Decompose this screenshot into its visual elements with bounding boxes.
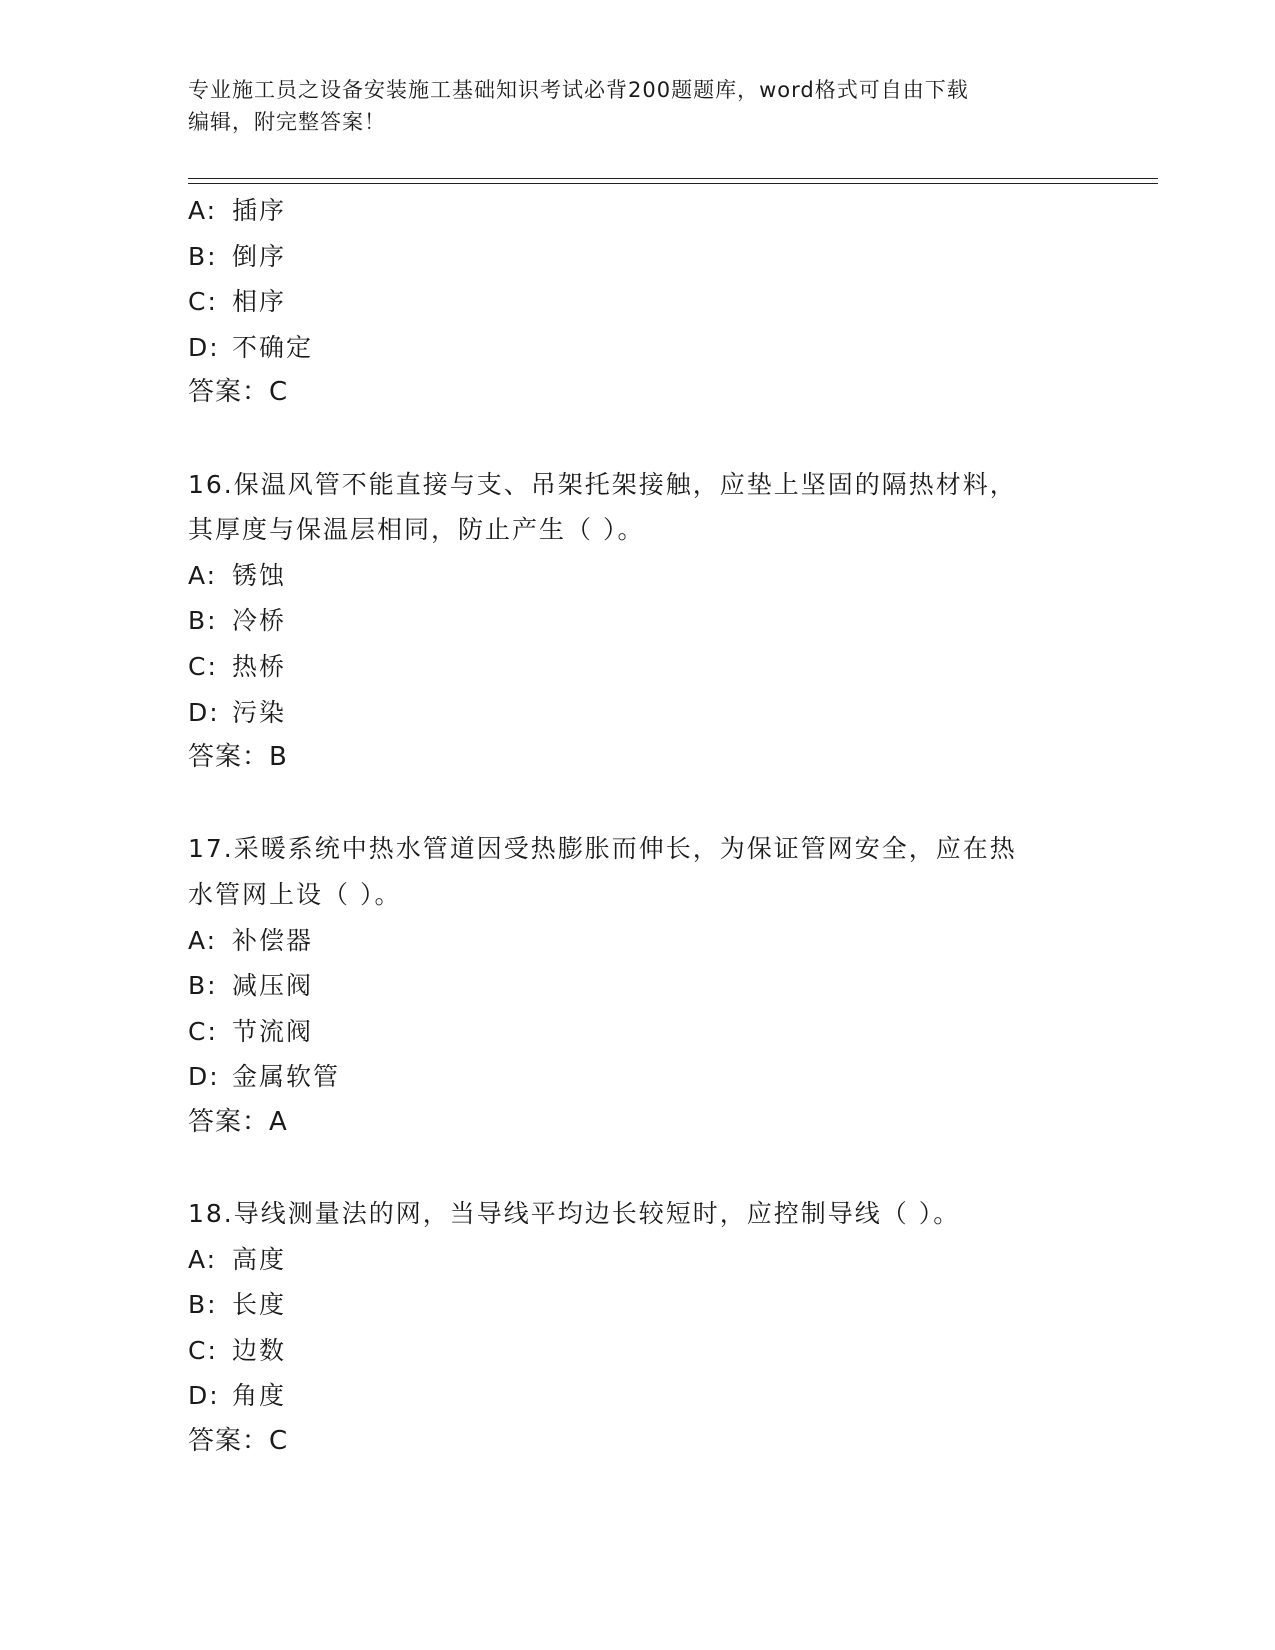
question-block-18 [188,1191,1158,1465]
option-text: 污染 [232,697,287,727]
question-block-16 [188,462,1158,781]
option-text: 角度 [232,1381,287,1411]
option-text: 边数 [232,1335,287,1365]
option-text: 不确定 [232,332,314,362]
option-d [188,690,1158,736]
option-text: 节流阀 [232,1016,314,1046]
option-text: 倒序 [232,241,287,271]
option-a [188,918,1158,964]
option-a [188,188,1158,234]
option-letter: B: [188,606,218,636]
option-letter: D: [188,1062,220,1092]
option-letter: B: [188,971,218,1001]
question-stem: 其厚度与保温层相同，防止产生（ ）。 [188,515,645,545]
question-block-17 [188,826,1158,1145]
question-stem: 水管网上设（ ）。 [188,879,402,909]
header-divider-bottom [188,183,1158,184]
question-block-15 [188,188,1158,416]
question-stem: 16.保温风管不能直接与支、吊架托架接触，应垫上坚固的隔热材料， [188,469,1017,499]
option-b [188,1282,1158,1328]
answer-line: 答案：C [188,377,289,408]
option-a [188,553,1158,599]
answer-line: 答案：C [188,1426,289,1457]
option-letter: A: [188,196,218,225]
option-text: 高度 [232,1244,287,1274]
option-letter: D: [188,1381,220,1411]
header-title-line-1: 专业施工员之设备安装施工基础知识考试必背200题题库，word格式可自由下载 [188,78,969,102]
option-text: 长度 [232,1290,287,1320]
option-b [188,234,1158,280]
option-letter: C: [188,1335,218,1365]
answer-line: 答案：A [188,1106,288,1137]
option-c [188,644,1158,690]
question-stem: 18.导线测量法的网，当导线平均边长较短时，应控制导线（ ）。 [188,1199,961,1229]
question-stem: 17.采暖系统中热水管道因受热膨胀而伸长，为保证管网安全，应在热 [188,834,1017,864]
document-header [188,74,1068,138]
option-a [188,1237,1158,1283]
option-letter: C: [188,287,218,317]
option-letter: D: [188,332,220,362]
option-d [188,1373,1158,1419]
spacer [188,1145,1158,1191]
option-c [188,1009,1158,1055]
answer-line: 答案：B [188,742,288,773]
option-text: 热桥 [232,651,287,681]
question-content [188,188,1158,1465]
option-letter: C: [188,1016,218,1046]
option-letter: A: [188,1244,218,1274]
option-text: 减压阀 [232,971,314,1001]
option-letter: C: [188,651,218,681]
header-title-line-2: 编辑，附完整答案！ [188,110,386,134]
option-d [188,325,1158,371]
option-b [188,598,1158,644]
option-text: 冷桥 [232,606,287,636]
option-letter: B: [188,241,218,271]
option-text: 金属软管 [232,1062,341,1092]
spacer [188,781,1158,827]
option-text: 相序 [232,287,287,317]
spacer [188,416,1158,462]
option-letter: D: [188,697,220,727]
option-text: 插序 [232,196,287,225]
option-text: 补偿器 [232,925,314,955]
option-letter: A: [188,925,218,955]
header-divider-top [188,178,1158,179]
option-letter: A: [188,560,218,590]
option-c [188,1328,1158,1374]
option-text: 锈蚀 [232,560,287,590]
option-letter: B: [188,1290,218,1320]
option-d [188,1054,1158,1100]
option-c [188,279,1158,325]
option-b [188,963,1158,1009]
